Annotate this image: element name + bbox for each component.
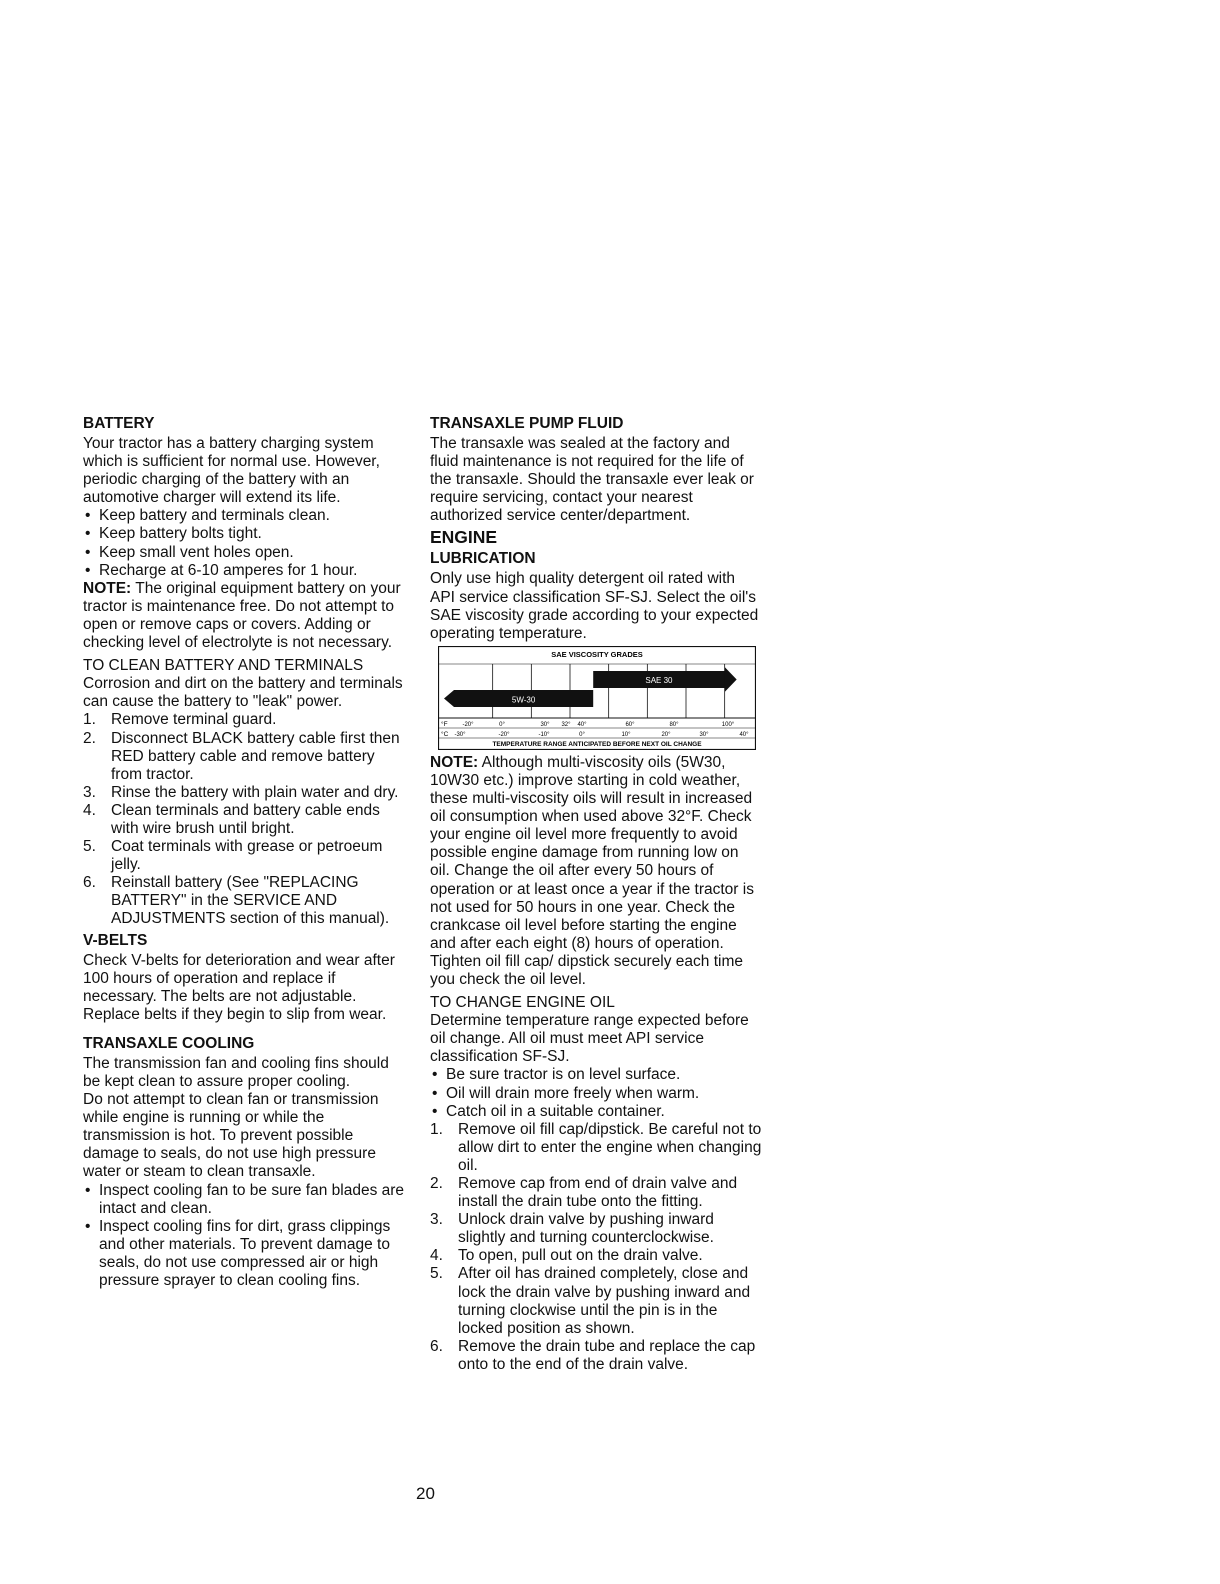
f-tick-label: 80° xyxy=(669,721,679,728)
step-text: Reinstall battery (See "REPLACING BATTERY" in the SERVICE AND ADJUSTMENTS section of this manual). xyxy=(111,874,390,928)
c-tick-label: -10° xyxy=(538,731,550,738)
list-item xyxy=(83,730,409,784)
oil-note xyxy=(430,754,762,989)
lubrication-text: Only use high quality detergent oil rated with API service classification SF-SJ. Select the oil's SAE viscosity grade according to your expected operating temperature. xyxy=(430,570,759,642)
step-number: 1. xyxy=(83,711,96,729)
c-tick-label: 0° xyxy=(579,731,585,738)
list-item xyxy=(430,1338,762,1374)
step-text: Remove the drain tube and replace the cap onto to the end of the drain valve. xyxy=(458,1337,756,1373)
list-item xyxy=(430,1265,762,1337)
battery-section xyxy=(83,414,409,652)
note-text: The original equipment battery on your tractor is maintenance free. Do not attempt to open or remove caps or covers. Adding or checking level of electrolyte is not necessary. xyxy=(83,579,401,652)
cooling-paragraph: Do not attempt to clean fan or transmission while engine is running or while the transmission is hot. To prevent possible damage to seals, do not use high pressure water or steam to clean transaxle. xyxy=(83,1091,379,1181)
vbelts-heading: V-BELTS xyxy=(83,931,148,949)
c-tick-label: 40° xyxy=(739,731,749,738)
step-number: 5. xyxy=(430,1265,443,1283)
lubrication-heading: LUBRICATION xyxy=(430,550,536,568)
step-text: Coat terminals with grease or petroeum jelly. xyxy=(111,838,383,874)
step-text: To open, pull out on the drain valve. xyxy=(458,1247,703,1265)
c-unit-label: °C xyxy=(441,730,449,738)
f-tick-label: 0° xyxy=(499,721,505,728)
f-tick-label: -20° xyxy=(462,721,474,728)
clean-battery-steps xyxy=(83,711,409,928)
step-number: 6. xyxy=(430,1337,443,1355)
clean-battery-intro: Corrosion and dirt on the battery and terminals can cause the battery to "leak" power. xyxy=(83,675,403,711)
left-column xyxy=(83,414,409,1290)
change-oil-section xyxy=(430,994,762,1374)
battery-intro: Your tractor has a battery charging system which is sufficient for normal use. However, periodic charging of the battery with an automotive charger will extend its life. xyxy=(83,435,380,507)
list-item xyxy=(83,802,409,838)
c-tick-label: 30° xyxy=(699,731,709,738)
page-number: 20 xyxy=(416,1484,435,1503)
f-tick-label: 30° xyxy=(540,721,550,728)
list-item xyxy=(83,784,409,802)
c-tick-label: 10° xyxy=(621,731,631,738)
step-text: Remove terminal guard. xyxy=(111,711,277,729)
vbelts-section xyxy=(83,931,409,1024)
viscosity-chart-svg xyxy=(438,646,756,750)
step-number: 3. xyxy=(430,1211,443,1229)
engine-heading: ENGINE xyxy=(430,527,498,548)
change-oil-intro: Determine temperature range expected before oil change. All oil must meet API service classification SF-SJ. xyxy=(430,1012,749,1066)
f-unit-label: °F xyxy=(441,720,448,728)
change-oil-heading: TO CHANGE ENGINE OIL xyxy=(430,994,615,1012)
step-text: Disconnect BLACK battery cable first then RED battery cable and remove battery from tractor. xyxy=(111,729,400,783)
f-tick-label: 100° xyxy=(721,721,735,728)
list-item: • Keep battery bolts tight. xyxy=(83,525,409,543)
list-item: • Keep battery and terminals clean. xyxy=(83,507,409,525)
step-number: 4. xyxy=(430,1247,443,1265)
right-column xyxy=(430,414,762,1374)
pump-fluid-heading: TRANSAXLE PUMP FLUID xyxy=(430,415,624,432)
step-text: Rinse the battery with plain water and dry. xyxy=(111,783,399,801)
list-item xyxy=(430,1121,762,1175)
vbelts-text: Check V-belts for deterioration and wear after 100 hours of operation and replace if necessary. The belts are not adjustable. Replace belts if they begin to slip from wear. xyxy=(83,951,395,1023)
bar-label-sae30: SAE 30 xyxy=(645,675,673,685)
pump-fluid-text: The transaxle was sealed at the factory and fluid maintenance is not required for the life of the transaxle. Should the transaxle ever leak or require servicing, contact your nearest authorized service center/department. xyxy=(430,435,754,525)
transaxle-cooling-section xyxy=(83,1034,409,1290)
list-item xyxy=(430,1175,762,1211)
step-text: Clean terminals and battery cable ends with wire brush until bright. xyxy=(111,801,380,837)
list-item: • Recharge at 6-10 amperes for 1 hour. xyxy=(83,562,409,580)
c-tick-label: 20° xyxy=(661,731,671,738)
f-tick-label: 32° xyxy=(561,721,571,728)
c-tick-label: -20° xyxy=(498,731,510,738)
cooling-bullets xyxy=(83,1182,409,1291)
list-item xyxy=(83,711,409,729)
list-item: • Keep small vent holes open. xyxy=(83,544,409,562)
step-text: Unlock drain valve by pushing inward slightly and turning counterclockwise. xyxy=(458,1211,714,1247)
note-label: NOTE: xyxy=(83,579,132,597)
list-item xyxy=(83,874,409,928)
battery-bullets xyxy=(83,507,409,579)
step-number: 3. xyxy=(83,783,96,801)
note-text: Although multi-viscosity oils (5W30, 10W30 etc.) improve starting in cold weather, these multi-viscosity oils will result in increased oil consumption when used above 32°F. Check your engine oil level more frequently to avoid possible engine damage from running low on oil. Change the oil after every 50 hours of operation or at least once a year if the tractor is not used for 50 hours in one year. Check the crankcase oil level before starting the engine and after each eight (8) hours of operation. Tighten oil fill cap/ dipstick securely each time you check the oil level. xyxy=(430,753,754,988)
list-item: • Inspect cooling fan to be sure fan blades are intact and clean. xyxy=(83,1182,409,1218)
list-item xyxy=(83,838,409,874)
list-item: • Oil will drain more freely when warm. xyxy=(430,1085,762,1103)
clean-battery-section xyxy=(83,657,409,928)
bar-label-5w30: 5W-30 xyxy=(511,695,536,705)
change-oil-bullets xyxy=(430,1066,762,1120)
chart-xlabel: TEMPERATURE RANGE ANTICIPATED BEFORE NEXT OIL CHANGE xyxy=(492,740,702,748)
step-number: 6. xyxy=(83,874,96,892)
pump-fluid-section xyxy=(430,414,762,525)
chart-title: SAE VISCOSITY GRADES xyxy=(551,649,643,659)
change-oil-steps xyxy=(430,1121,762,1374)
list-item xyxy=(430,1211,762,1247)
cooling-paragraph: The transmission fan and cooling fins should be kept clean to assure proper cooling. xyxy=(83,1054,389,1090)
note-label: NOTE: xyxy=(430,753,479,771)
viscosity-chart xyxy=(438,646,756,750)
step-text: Remove cap from end of drain valve and install the drain tube onto the fitting. xyxy=(458,1175,738,1211)
step-number: 2. xyxy=(430,1175,443,1192)
step-text: After oil has drained completely, close and lock the drain valve by pushing inward and turning clockwise until the pin is in the locked position as shown. xyxy=(458,1265,751,1337)
list-item: • Inspect cooling fins for dirt, grass clippings and other materials. To prevent damage to seals, do not use compressed air or high pressure sprayer to clean cooling fins. xyxy=(83,1218,409,1290)
battery-heading: BATTERY xyxy=(83,415,155,432)
step-number: 4. xyxy=(83,801,96,819)
step-number: 5. xyxy=(83,838,96,856)
c-tick-label: -30° xyxy=(454,731,466,738)
step-number: 1. xyxy=(430,1120,443,1138)
clean-battery-heading: TO CLEAN BATTERY AND TERMINALS xyxy=(83,657,364,675)
oil-note-section xyxy=(430,754,762,989)
battery-note xyxy=(83,580,409,652)
lubrication-section xyxy=(430,549,762,642)
f-tick-label: 60° xyxy=(625,721,635,728)
step-number: 2. xyxy=(83,729,96,747)
f-tick-label: 40° xyxy=(577,721,587,728)
list-item xyxy=(430,1247,762,1265)
transaxle-cooling-heading: TRANSAXLE COOLING xyxy=(83,1034,255,1052)
list-item: • Be sure tractor is on level surface. xyxy=(430,1066,762,1084)
step-text: Remove oil fill cap/dipstick. Be careful not to allow dirt to enter the engine when changing oil. xyxy=(458,1120,762,1174)
list-item: • Catch oil in a suitable container. xyxy=(430,1103,762,1121)
